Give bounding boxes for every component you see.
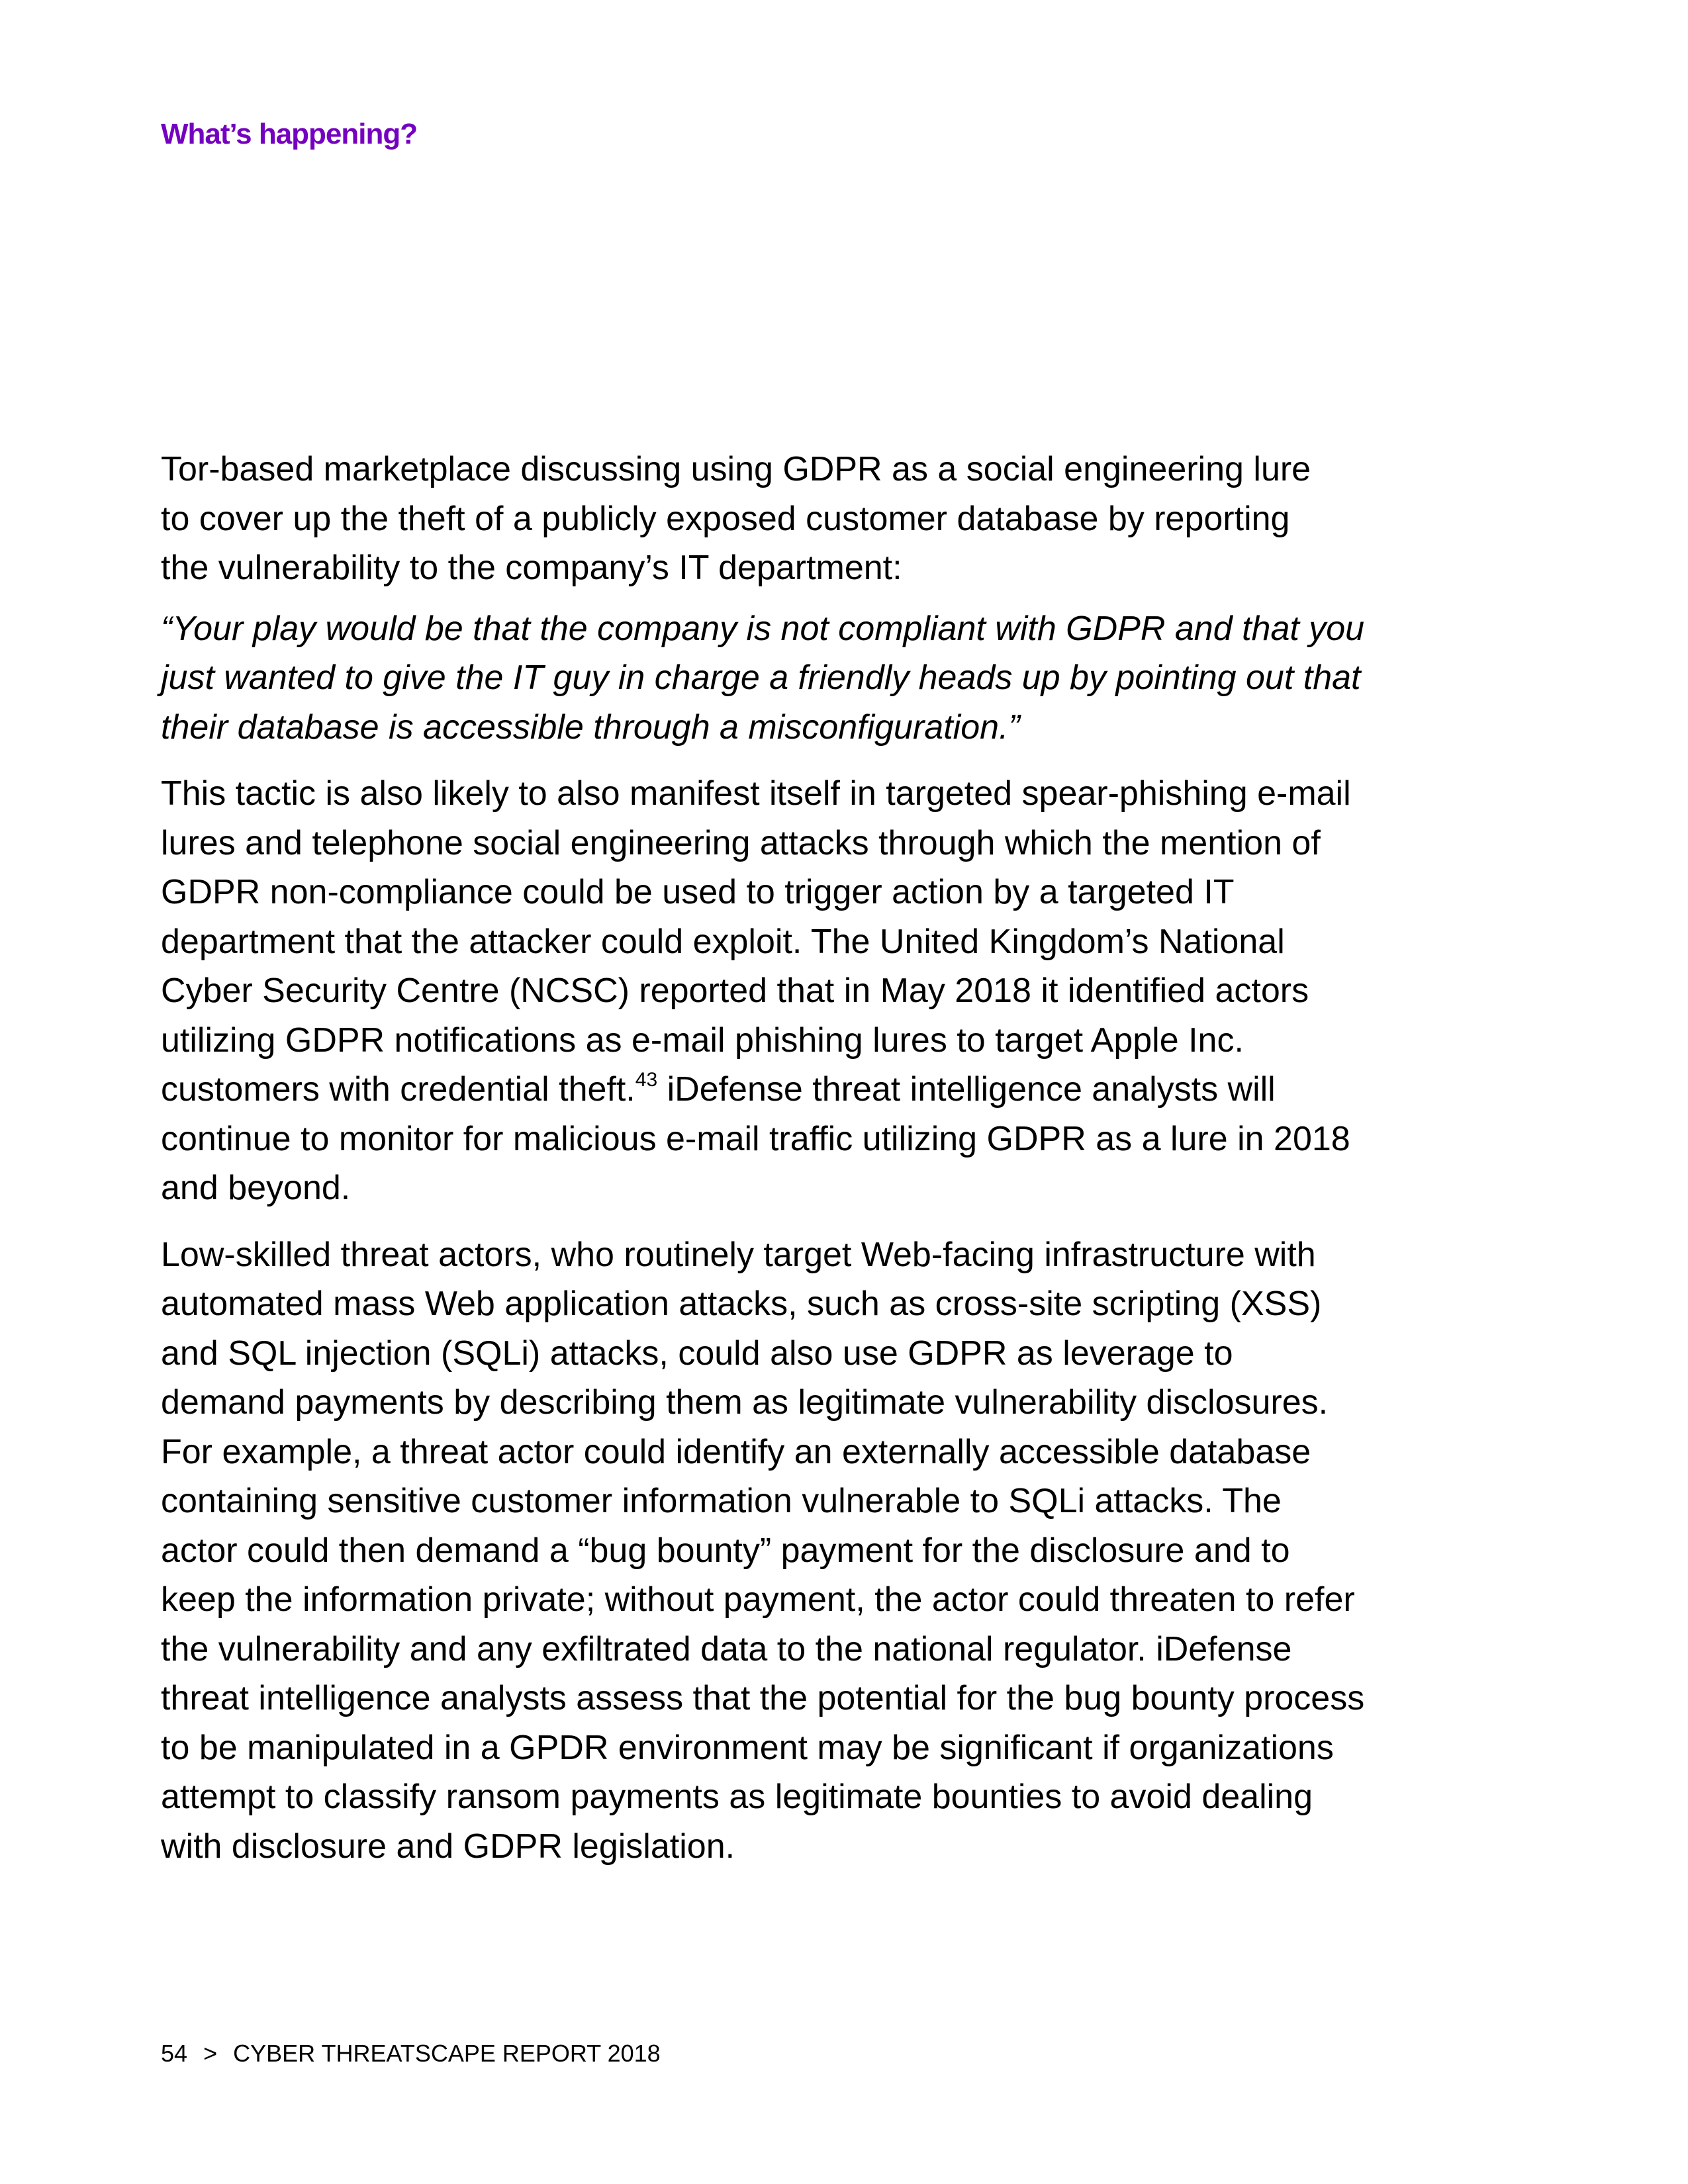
page-footer bbox=[161, 2040, 661, 2068]
footer-separator: > bbox=[203, 2040, 218, 2067]
paragraph-tactic-text-continued: iDefense threat intelligence analysts will continue to monitor for malicious e-mail traffic utilizing GDPR as a lure in 2018 and beyond. bbox=[161, 1070, 1350, 1207]
report-title: CYBER THREATSCAPE REPORT 2018 bbox=[233, 2040, 661, 2067]
quotation: “Your play would be that the company is not compliant with GDPR and that you just wanted to give the IT guy in charge a friendly heads up by pointing out that their database is accessible through a misconfiguration.” bbox=[161, 609, 1365, 747]
footnote-reference[interactable]: 43 bbox=[635, 1069, 658, 1091]
section-heading: What’s happening? bbox=[161, 118, 418, 150]
paragraph-intro: Tor-based marketplace discussing using GDPR as a social engineering lure to cover up the theft of a publicly exposed customer database by reporting the vulnerability to the company’s IT department: bbox=[161, 450, 1311, 587]
paragraph-tactic bbox=[161, 769, 1379, 1213]
body-text bbox=[161, 445, 1405, 1871]
page-number: 54 bbox=[161, 2040, 188, 2067]
paragraph-low-skilled-actors: Low-skilled threat actors, who routinely target Web-facing infrastructure with automated mass Web application attacks, such as cross-site scripting (XSS) and SQL injection (SQLi) attacks, could also use GDPR as leverage to demand payments by describing them as legitimate vulnerability disclosures. For example, a threat actor could identify an externally accessible database containing sensitive customer information vulnerable to SQLi attacks. The actor could then demand a “bug bounty” payment for the disclosure and to keep the information private; without payment, the actor could threaten to refer the vulnerability and any exfiltrated data to the national regulator. iDefense threat intelligence analysts assess that the potential for the bug bounty process to be manipulated in a GPDR environment may be significant if organizations attempt to classify ransom payments as legitimate bounties to avoid dealing with disclosure and GDPR legislation. bbox=[161, 1235, 1365, 1866]
paragraph-tactic-text: This tactic is also likely to also manifest itself in targeted spear-phishing e-mail lures and telephone social engineering attacks through which the mention of GDPR non-compliance could be used to trigger action by a targeted IT department that the attacker could exploit. The United Kingdom’s National Cyber Security Centre (NCSC) reported that in May 2018 it identified actors utilizing GDPR notifications as e-mail phishing lures to target Apple Inc. customers with credential theft. bbox=[161, 774, 1351, 1109]
